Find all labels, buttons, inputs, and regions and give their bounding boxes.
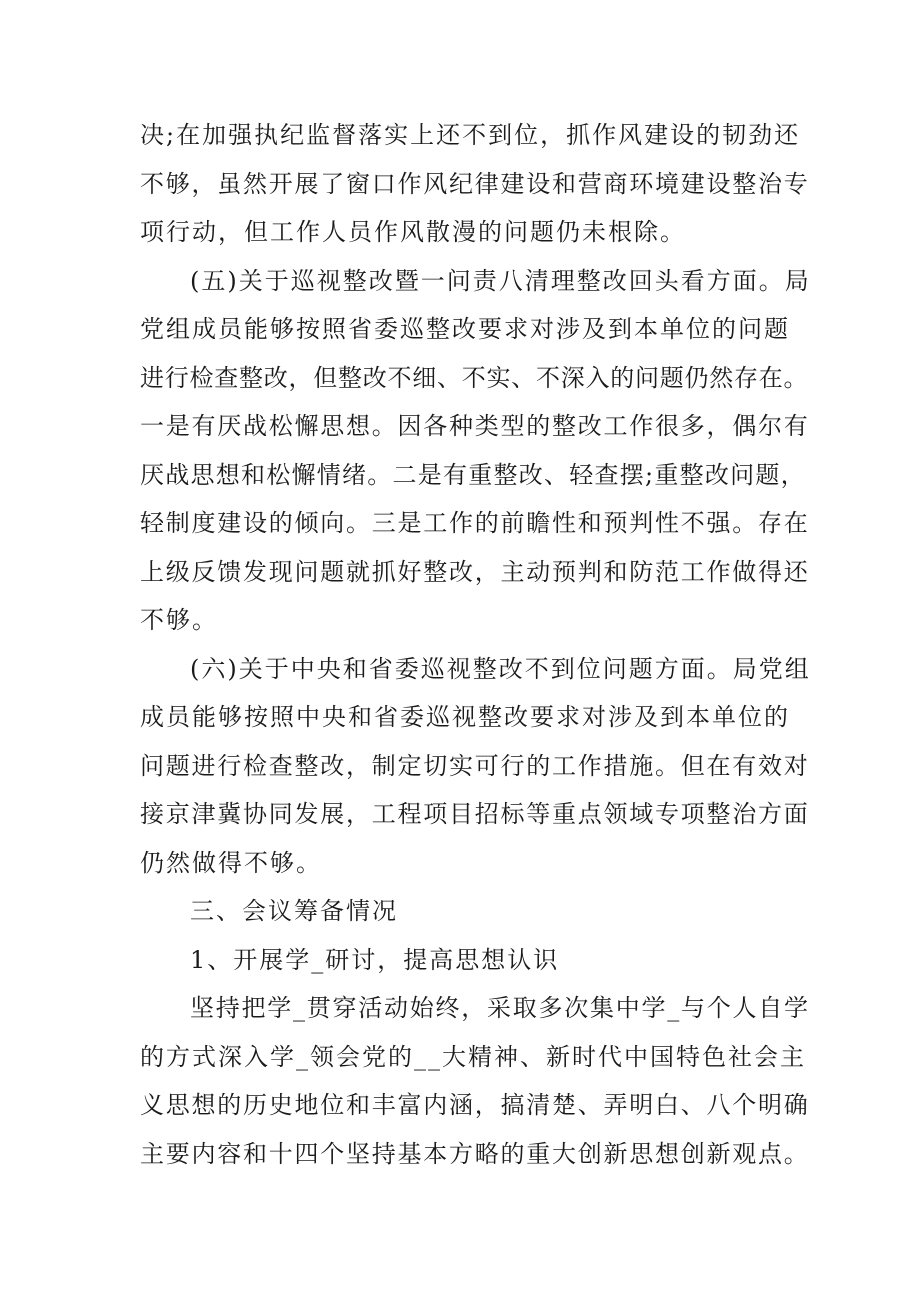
text-line: 坚持把学_贯穿活动始终，采取多次集中学_与个人自学 [190, 994, 810, 1022]
text-line: 的方式深入学_领会党的__大精神、新时代中国特色社会主 [140, 1042, 806, 1071]
text-line: 决;在加强执纪监督落实上还不到位，抓作风建设的韧劲还 [140, 121, 801, 149]
text-line: 上级反馈发现问题就抓好整改，主动预判和防范工作做得还 [140, 557, 810, 586]
paragraph-study-content [140, 984, 810, 1178]
text-line: 不够，虽然开展了窗口作风纪律建设和营商环境建设整治专 [140, 169, 810, 198]
text-line: 义思想的历史地位和丰富内涵，搞清楚、弄明白、八个明确 [140, 1091, 810, 1119]
text-line: 仍然做得不够。 [140, 848, 322, 877]
heading-meeting-preparation [140, 887, 800, 936]
text-line: (六)关于中央和省委巡视整改不到位问题方面。局党组 [190, 654, 811, 683]
text-line: 1、开展学_研讨，提高思想认识 [190, 945, 560, 974]
text-line: 主要内容和十四个坚持基本方略的重大创新思想创新观点。 [140, 1139, 810, 1168]
paragraph-discipline-supervision [140, 111, 810, 257]
text-line: 党组成员能够按照省委巡整改要求对涉及到本单位的问题 [140, 315, 790, 343]
subheading-study-research [140, 936, 800, 985]
paragraph-section-five [140, 257, 811, 645]
text-line: (五)关于巡视整改暨一问责八清理整改回头看方面。局 [190, 266, 811, 295]
text-line: 轻制度建设的倾向。三是工作的前瞻性和预判性不强。存在 [140, 509, 810, 537]
text-line: 成员能够按照中央和省委巡视整改要求对涉及到本单位的 [140, 703, 790, 731]
paragraph-section-six [140, 645, 811, 888]
text-line: 问题进行检查整改，制定切实可行的工作措施。但在有效对 [140, 751, 810, 780]
text-line: 接京津冀协同发展，工程项目招标等重点领域专项整治方面 [140, 800, 810, 828]
text-line: 进行检查整改，但整改不细、不实、不深入的问题仍然存在。 [140, 363, 809, 392]
text-line: 厌战思想和松懈情绪。二是有重整改、轻查摆;重整改问题， [140, 460, 806, 489]
text-line: 一是有厌战松懈思想。因各种类型的整改工作很多，偶尔有 [140, 412, 810, 440]
text-line: 项行动，但工作人员作风散漫的问题仍未根除。 [140, 218, 686, 246]
document-body [140, 111, 811, 1178]
text-line: 不够。 [140, 606, 218, 634]
text-line: 三、会议筹备情况 [190, 897, 398, 925]
